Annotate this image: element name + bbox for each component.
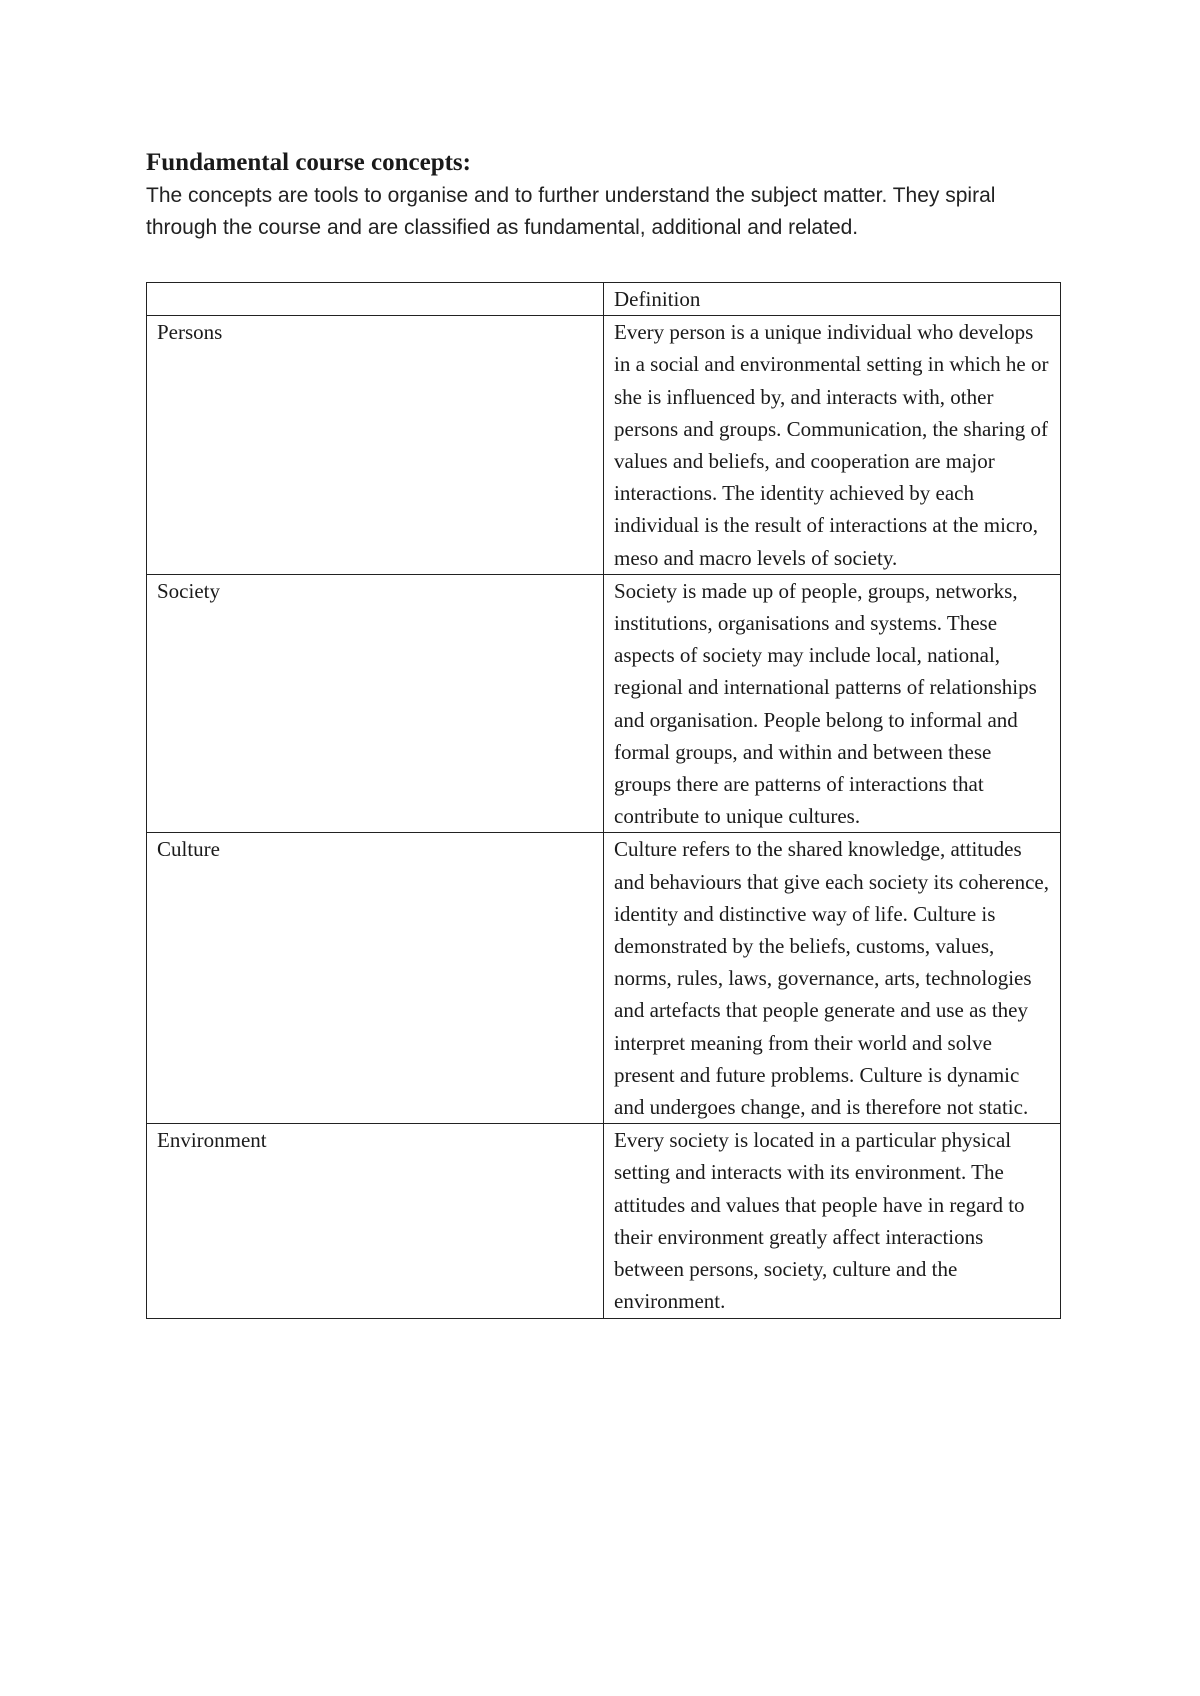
concept-cell: Persons xyxy=(147,316,604,575)
concept-cell: Culture xyxy=(147,833,604,1124)
document-body xyxy=(146,146,1060,244)
table-row xyxy=(147,1124,1061,1318)
page-title: Fundamental course concepts: xyxy=(146,149,471,176)
definition-cell: Every person is a unique individual who develops in a social and environmental setting in which he or she is influenced by, and interacts with, other persons and groups. Communication, the sharing of values and beliefs, and cooperation are major interactions. The identity achieved by each individual is the result of interactions at the micro, meso and macro levels of society. xyxy=(604,316,1061,575)
table-row xyxy=(147,574,1061,833)
table-row xyxy=(147,833,1061,1124)
intro-paragraph: The concepts are tools to organise and to further understand the subject matter. They spiral through the course and are classified as fundamental, additional and related. xyxy=(146,184,996,239)
header-cell-concept xyxy=(147,283,604,316)
definition-cell: Society is made up of people, groups, networks, institutions, organisations and systems. These aspects of society may include local, national, regional and international patterns of relationships and organisation. People belong to informal and formal groups, and within and between these groups there are patterns of interactions that contribute to unique cultures. xyxy=(604,574,1061,833)
concept-cell: Environment xyxy=(147,1124,604,1318)
concept-cell: Society xyxy=(147,574,604,833)
table-row xyxy=(147,316,1061,575)
table-header-row xyxy=(147,283,1061,316)
header-cell-definition: Definition xyxy=(604,283,1061,316)
concepts-table xyxy=(146,282,1061,1319)
definition-cell: Culture refers to the shared knowledge, attitudes and behaviours that give each society its coherence, identity and distinctive way of life. Culture is demonstrated by the beliefs, customs, values, norms, rules, laws, governance, arts, technologies and artefacts that people generate and use as they interpret meaning from their world and solve present and future problems. Culture is dynamic and undergoes change, and is therefore not static. xyxy=(604,833,1061,1124)
definition-cell: Every society is located in a particular physical setting and interacts with its environment. The attitudes and values that people have in regard to their environment greatly affect interactions between persons, society, culture and the environment. xyxy=(604,1124,1061,1318)
